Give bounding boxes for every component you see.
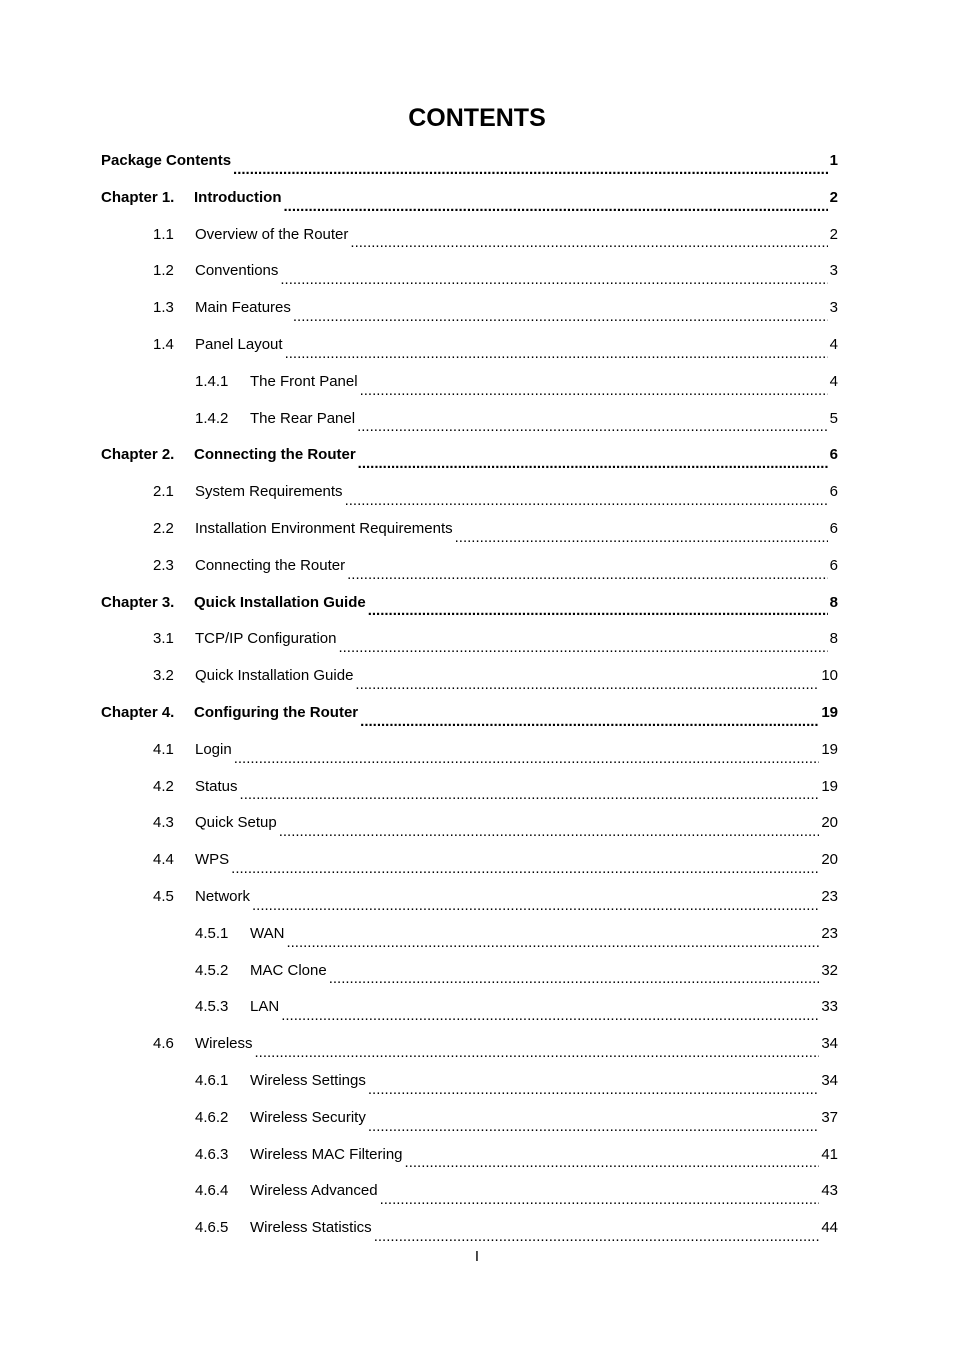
toc-entry-page: 19 <box>821 777 838 795</box>
toc-entry-label: LAN <box>250 998 280 1016</box>
toc-entry-label: Quick Installation Guide <box>195 667 354 685</box>
toc-entry[interactable] <box>101 1066 838 1103</box>
toc-entry-number: 4.6.5 <box>195 1219 229 1237</box>
dot-leader <box>345 477 828 514</box>
toc-entry-label: Status <box>195 777 238 795</box>
toc-entry-page: 6 <box>829 446 838 464</box>
toc-entry-label: Wireless Statistics <box>250 1219 372 1237</box>
toc-entry-label: Conventions <box>195 262 279 280</box>
toc-entry-label: Login <box>195 740 232 758</box>
toc-entry-page: 3 <box>829 299 838 317</box>
toc-entry-number: 1.4.1 <box>195 372 229 390</box>
toc-entry[interactable] <box>101 404 838 441</box>
toc-entry[interactable] <box>101 551 838 588</box>
toc-entry-label: Wireless MAC Filtering <box>250 1145 403 1163</box>
toc-entry[interactable] <box>101 882 838 919</box>
toc-entry-label: MAC Clone <box>250 961 327 979</box>
toc-entry-page: 20 <box>821 851 838 869</box>
dot-leader <box>357 404 828 441</box>
toc-entry[interactable] <box>101 624 838 661</box>
table-of-contents <box>101 146 838 1250</box>
toc-entry-label: System Requirements <box>195 483 343 501</box>
dot-leader <box>405 1140 820 1177</box>
toc-entry-number: 4.6.1 <box>195 1071 229 1089</box>
dot-leader <box>329 956 820 993</box>
toc-entry-label: Connecting the Router <box>195 556 346 574</box>
toc-title: CONTENTS <box>408 104 546 132</box>
toc-entry-page: 3 <box>829 262 838 280</box>
toc-entry[interactable] <box>101 845 838 882</box>
toc-entry-number: 2.3 <box>153 556 174 574</box>
dot-leader <box>368 588 828 625</box>
dot-leader <box>350 220 827 257</box>
toc-entry-page: 2 <box>829 188 838 206</box>
dot-leader <box>368 1103 819 1140</box>
toc-entry[interactable] <box>101 661 838 698</box>
dot-leader <box>380 1176 820 1213</box>
toc-entry-label: Panel Layout <box>195 335 283 353</box>
toc-entry[interactable] <box>101 183 838 220</box>
toc-entry-number: 4.5.3 <box>195 998 229 1016</box>
toc-entry[interactable] <box>101 1176 838 1213</box>
toc-entry-number: 4.6.4 <box>195 1182 229 1200</box>
toc-entry-number: 4.5 <box>153 887 174 905</box>
toc-entry-number: Chapter 4. <box>101 703 175 721</box>
toc-entry-page: 34 <box>821 1071 838 1089</box>
dot-leader <box>286 919 819 956</box>
toc-entry-number: 3.2 <box>153 667 174 685</box>
toc-entry[interactable] <box>101 330 838 367</box>
toc-entry-page: 8 <box>829 593 838 611</box>
toc-entry-page: 44 <box>821 1219 838 1237</box>
toc-entry[interactable] <box>101 1140 838 1177</box>
toc-entry-page: 8 <box>829 630 838 648</box>
dot-leader <box>283 183 827 220</box>
toc-entry-page: 37 <box>821 1108 838 1126</box>
toc-entry[interactable] <box>101 1213 838 1250</box>
toc-entry-number: 1.4.2 <box>195 409 229 427</box>
toc-entry-number: Chapter 2. <box>101 446 175 464</box>
toc-entry-page: 5 <box>829 409 838 427</box>
toc-entry-label: Wireless <box>195 1035 253 1053</box>
toc-entry-label: Wireless Advanced <box>250 1182 378 1200</box>
toc-entry[interactable] <box>101 1029 838 1066</box>
toc-entry-page: 41 <box>821 1145 838 1163</box>
toc-entry-number: 1.2 <box>153 262 174 280</box>
toc-entry-label: WAN <box>250 924 285 942</box>
toc-entry[interactable] <box>101 588 838 625</box>
dot-leader <box>338 624 827 661</box>
toc-entry[interactable] <box>101 992 838 1029</box>
toc-entry-number: 4.5.1 <box>195 924 229 942</box>
toc-entry-number: 2.1 <box>153 483 174 501</box>
dot-leader <box>285 330 828 367</box>
toc-entry-page: 19 <box>821 740 838 758</box>
toc-entry-number: 1.3 <box>153 299 174 317</box>
dot-leader <box>234 735 820 772</box>
dot-leader <box>358 440 828 477</box>
toc-entry[interactable] <box>101 293 838 330</box>
toc-entry-page: 19 <box>821 703 838 721</box>
toc-entry-label: Package Contents <box>101 152 232 169</box>
toc-entry-number: 4.6 <box>153 1035 174 1053</box>
toc-entry-label: WPS <box>195 851 230 869</box>
toc-entry-number: 1.1 <box>153 225 174 243</box>
toc-entry-page: 20 <box>821 814 838 832</box>
toc-entry-label: Quick Setup <box>195 814 277 832</box>
toc-entry[interactable] <box>101 956 838 993</box>
toc-entry-page: 43 <box>821 1182 838 1200</box>
dot-leader <box>360 367 828 404</box>
toc-entry-number: 4.2 <box>153 777 174 795</box>
toc-entry-page: 2 <box>829 225 838 243</box>
dot-leader <box>281 992 819 1029</box>
toc-entry-label: Wireless Security <box>250 1108 366 1126</box>
toc-entry-number: 4.6.2 <box>195 1108 229 1126</box>
toc-entry-number: 4.4 <box>153 851 174 869</box>
toc-entry-number: 1.4 <box>153 335 174 353</box>
dot-leader <box>231 845 819 882</box>
toc-entry[interactable] <box>101 220 838 257</box>
toc-entry-number: 4.3 <box>153 814 174 832</box>
toc-entry[interactable] <box>101 146 838 183</box>
toc-entry-page: 1 <box>829 152 838 169</box>
toc-entry-label: Quick Installation Guide <box>194 593 366 611</box>
toc-entry-number: Chapter 3. <box>101 593 175 611</box>
toc-entry[interactable] <box>101 367 838 404</box>
dot-leader <box>252 882 819 919</box>
toc-entry-page: 10 <box>821 667 838 685</box>
toc-entry[interactable] <box>101 514 838 551</box>
dot-leader <box>279 808 820 845</box>
toc-entry-label: Wireless Settings <box>250 1071 366 1089</box>
toc-entry-page: 6 <box>829 519 838 537</box>
toc-entry[interactable] <box>101 256 838 293</box>
toc-entry-page: 4 <box>829 372 838 390</box>
toc-entry[interactable] <box>101 919 838 956</box>
toc-entry-label: The Front Panel <box>250 372 358 390</box>
toc-entry-label: Installation Environment Requirements <box>195 519 453 537</box>
toc-entry-number: 4.6.3 <box>195 1145 229 1163</box>
toc-entry-label: Introduction <box>194 188 282 206</box>
toc-entry-page: 4 <box>829 335 838 353</box>
dot-leader <box>293 293 828 330</box>
toc-entry-label: TCP/IP Configuration <box>195 630 337 648</box>
toc-entry[interactable] <box>101 477 838 514</box>
toc-entry-label: Network <box>195 887 251 905</box>
toc-entry[interactable] <box>101 698 838 735</box>
toc-entry-number: 3.1 <box>153 630 174 648</box>
toc-entry-page: 23 <box>821 887 838 905</box>
toc-entry-label: Main Features <box>195 299 291 317</box>
toc-entry[interactable] <box>101 735 838 772</box>
toc-entry-number: 4.1 <box>153 740 174 758</box>
toc-entry-number: 4.5.2 <box>195 961 229 979</box>
toc-entry-number: 2.2 <box>153 519 174 537</box>
dot-leader <box>255 1029 820 1066</box>
dot-leader <box>455 514 828 551</box>
toc-entry-page: 33 <box>821 998 838 1016</box>
toc-entry-page: 32 <box>821 961 838 979</box>
toc-entry-page: 34 <box>821 1035 838 1053</box>
toc-entry[interactable] <box>101 1103 838 1140</box>
dot-leader <box>240 772 820 809</box>
toc-entry-label: The Rear Panel <box>250 409 356 427</box>
toc-entry[interactable] <box>101 808 838 845</box>
toc-entry-page: 23 <box>821 924 838 942</box>
page-number: I <box>474 1248 480 1265</box>
dot-leader <box>280 256 827 293</box>
dot-leader <box>233 146 828 183</box>
dot-leader <box>347 551 828 588</box>
toc-entry-label: Configuring the Router <box>194 703 359 721</box>
dot-leader <box>368 1066 819 1103</box>
dot-leader <box>360 698 819 735</box>
toc-entry[interactable] <box>101 440 838 477</box>
dot-leader <box>355 661 819 698</box>
toc-entry-number: Chapter 1. <box>101 188 175 206</box>
toc-entry-page: 6 <box>829 556 838 574</box>
toc-entry-page: 6 <box>829 483 838 501</box>
toc-entry[interactable] <box>101 772 838 809</box>
toc-entry-label: Overview of the Router <box>195 225 349 243</box>
toc-entry-label: Connecting the Router <box>194 446 356 464</box>
dot-leader <box>374 1213 820 1250</box>
